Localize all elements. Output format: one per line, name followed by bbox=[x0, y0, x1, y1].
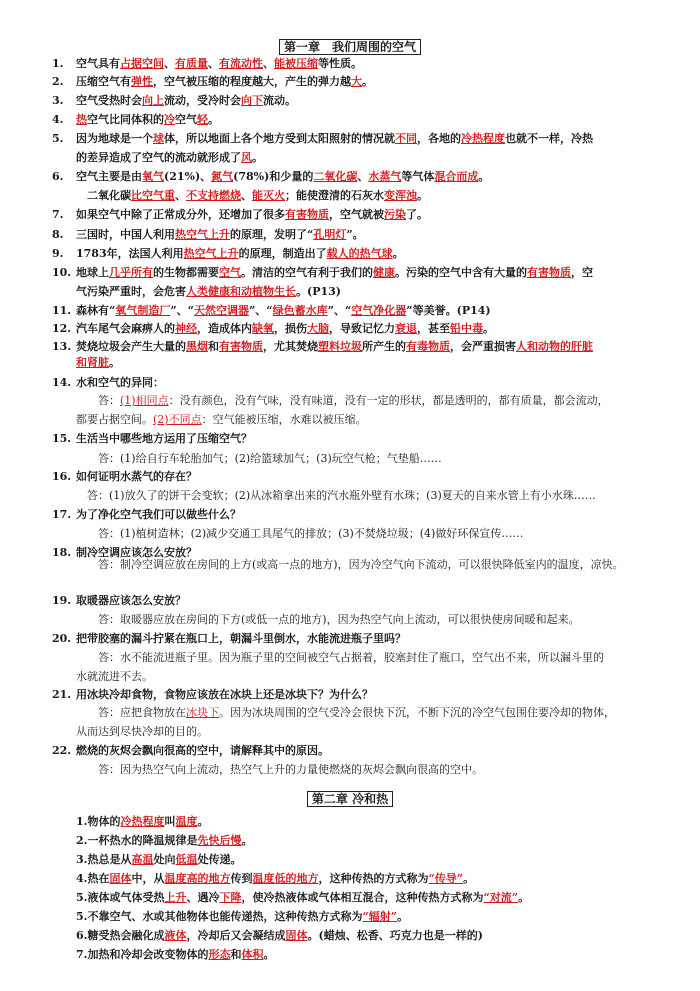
text-line bbox=[52, 725, 662, 739]
item-number: 16. bbox=[52, 470, 72, 483]
text-line bbox=[52, 113, 662, 127]
text-segment: 、 bbox=[164, 57, 175, 70]
text-line bbox=[52, 266, 662, 280]
highlighted-term: 热空气上升 bbox=[183, 247, 239, 260]
text-line bbox=[52, 763, 662, 777]
highlighted-term: 载人的热气球 bbox=[326, 247, 393, 260]
text-segment: 流动。 bbox=[263, 94, 296, 107]
text-line bbox=[52, 170, 662, 184]
text-line bbox=[52, 57, 662, 71]
text-segment: 体，所以地面上各个地方受到太阳照射的情况就 bbox=[164, 132, 395, 145]
text-segment: 如何证明水蒸气的存在？ bbox=[76, 470, 197, 483]
text-line bbox=[52, 356, 662, 370]
highlighted-term: 变浑浊 bbox=[384, 189, 417, 202]
highlighted-term: 健康 bbox=[373, 266, 395, 279]
text-segment: 水就流进不去。 bbox=[76, 670, 153, 683]
highlighted-term: 神经 bbox=[175, 322, 197, 335]
highlighted-term: 混合而成 bbox=[434, 170, 479, 183]
highlighted-term: 冷 bbox=[164, 113, 175, 126]
highlighted-term: 水蒸气 bbox=[368, 170, 402, 183]
highlighted-term: 热空气上升 bbox=[175, 228, 230, 241]
text-segment: 制冷空调应该怎么安放？ bbox=[76, 546, 197, 559]
text-segment: 3.热总是从 bbox=[76, 853, 132, 866]
text-segment: 1783年，法国人利用 bbox=[76, 247, 184, 260]
text-line bbox=[52, 910, 662, 924]
text-segment: 流动，受冷时会 bbox=[164, 94, 241, 107]
item-number: 6. bbox=[52, 170, 64, 183]
text-segment: 的差异造成了空气的流动就形成了 bbox=[76, 151, 241, 164]
text-segment: 水和空气的异同： bbox=[76, 376, 164, 389]
text-segment: 、 bbox=[208, 57, 219, 70]
highlighted-term: 温度高的地方 bbox=[164, 872, 231, 885]
text-segment: 。清洁的空气有利于我们的 bbox=[241, 266, 373, 279]
text-line bbox=[52, 632, 662, 646]
text-segment: 生活当中哪些地方运用了压缩空气？ bbox=[76, 432, 252, 445]
item-number: 20. bbox=[52, 632, 72, 645]
text-segment: ，使冷热液体或气体相互混合，这种传热方式称为 bbox=[241, 891, 484, 904]
chapter1-title: 第一章 我们周围的空气 bbox=[0, 38, 700, 55]
text-segment: 的原理，发明了“ bbox=[230, 228, 314, 241]
text-segment: 气污染严重时，会危害 bbox=[76, 285, 186, 298]
text-segment: 答：因为热空气向上流动，热空气上升的力量使燃烧的灰烬会飘向很高的空中。 bbox=[76, 763, 483, 776]
highlighted-term: 人和动物的肝脏 bbox=[516, 340, 593, 353]
text-line bbox=[52, 75, 662, 89]
highlighted-term: 上升 bbox=[164, 891, 187, 904]
text-line bbox=[52, 452, 662, 466]
text-segment: 叫 bbox=[164, 815, 176, 828]
highlighted-term: 不同 bbox=[395, 132, 417, 145]
highlighted-term: 先快后慢 bbox=[197, 834, 242, 847]
text-segment: 。 bbox=[463, 872, 475, 885]
highlighted-term: 能被压缩 bbox=[274, 57, 318, 70]
text-line bbox=[52, 189, 662, 203]
highlighted-term: 有害物质 bbox=[285, 208, 329, 221]
highlighted-term: 温度 bbox=[175, 815, 198, 828]
highlighted-term: 液体 bbox=[164, 929, 187, 942]
highlighted-term: 占据空间 bbox=[120, 57, 164, 70]
text-segment: 答：应把食物放在 bbox=[76, 706, 186, 719]
text-segment: 压缩空气有 bbox=[76, 75, 131, 88]
text-segment: 处向 bbox=[153, 853, 176, 866]
highlighted-term: 球 bbox=[153, 132, 164, 145]
text-segment: ，空 bbox=[571, 266, 593, 279]
highlighted-term: 氮气 bbox=[211, 170, 234, 183]
text-segment: ：空气能被压缩，水难以被压缩。 bbox=[201, 413, 367, 426]
text-segment: ，导致记忆力 bbox=[329, 322, 395, 335]
text-line bbox=[52, 489, 662, 503]
text-line bbox=[52, 688, 662, 702]
text-line bbox=[52, 706, 662, 720]
text-segment: 。 bbox=[197, 815, 209, 828]
text-segment: ，会严重损害 bbox=[450, 340, 516, 353]
text-line bbox=[52, 432, 662, 446]
text-line bbox=[52, 208, 662, 222]
highlighted-term: 有毒物质 bbox=[406, 340, 450, 353]
text-segment: 等气体 bbox=[401, 170, 435, 183]
text-segment: ”。 bbox=[346, 228, 364, 241]
highlighted-term: 热 bbox=[76, 113, 87, 126]
highlighted-term: 能灭火 bbox=[252, 189, 285, 202]
text-line bbox=[52, 228, 662, 242]
text-line bbox=[52, 413, 662, 427]
highlighted-term: 大脑 bbox=[307, 322, 329, 335]
highlighted-term: 冷热程度 bbox=[461, 132, 505, 145]
text-segment: ，尤其焚烧 bbox=[263, 340, 318, 353]
text-line bbox=[52, 322, 662, 336]
text-segment: ；能使澄清的石灰水 bbox=[285, 189, 384, 202]
highlighted-term: 下降 bbox=[219, 891, 242, 904]
text-segment: (21%)、 bbox=[164, 170, 212, 183]
text-segment: 把带胶塞的漏斗拧紧在瓶口上，朝漏斗里倒水，水能流进瓶子里吗？ bbox=[76, 632, 406, 645]
text-line bbox=[52, 853, 662, 867]
highlighted-term: 风 bbox=[241, 151, 252, 164]
text-segment: 。 bbox=[362, 75, 373, 88]
text-segment: 取暖器应该怎么安放？ bbox=[76, 594, 186, 607]
highlighted-term: 衰退 bbox=[395, 322, 417, 335]
highlighted-term: 形态 bbox=[208, 948, 231, 961]
text-segment: 、 bbox=[357, 170, 369, 183]
text-segment: ”、“ bbox=[327, 304, 352, 317]
text-segment: ，冷却后又会凝结成 bbox=[186, 929, 286, 942]
text-segment: ，造成体内 bbox=[197, 322, 252, 335]
highlighted-term: 孔明灯 bbox=[313, 228, 347, 241]
highlighted-term: 和肾脏 bbox=[76, 356, 109, 369]
text-line bbox=[52, 247, 662, 261]
highlighted-term: 向上 bbox=[142, 94, 164, 107]
text-line bbox=[52, 651, 662, 665]
text-segment: 、 bbox=[175, 189, 186, 202]
highlighted-term: 铅中毒 bbox=[450, 322, 483, 335]
highlighted-term: (2)不同点 bbox=[153, 413, 202, 426]
text-segment: 。(P13) bbox=[296, 285, 341, 298]
text-segment: 因为地球是一个 bbox=[76, 132, 153, 145]
text-segment: 为了净化空气我们可以做些什么？ bbox=[76, 508, 241, 521]
highlighted-term: 人类健康和动植物生长 bbox=[186, 285, 296, 298]
text-segment: 、 bbox=[241, 189, 252, 202]
text-segment: 答：制冷空调应放在房间的上方(或高一点的地方)，因为冷空气向下流动，可以很快降低室内的温度，凉快。 bbox=[76, 558, 624, 571]
text-line bbox=[52, 872, 662, 886]
text-segment: 答：取暖器应放在房间的下方(或低一点的地方)，因为热空气向上流动，可以很快使房间暖和起来。 bbox=[76, 613, 580, 626]
text-segment: 地球上 bbox=[76, 266, 109, 279]
highlighted-term: 冰块下 bbox=[186, 706, 219, 719]
highlighted-term: 污染 bbox=[384, 208, 406, 221]
text-line bbox=[52, 94, 662, 108]
highlighted-term: 二氧化碳 bbox=[313, 170, 358, 183]
item-number: 22. bbox=[52, 744, 72, 757]
text-segment: 。 bbox=[483, 322, 494, 335]
highlighted-term: 有害物质 bbox=[219, 340, 263, 353]
text-segment: 。 bbox=[397, 910, 409, 923]
text-segment: 都要占据空间。 bbox=[76, 413, 153, 426]
item-number: 8. bbox=[52, 228, 64, 241]
highlighted-term: 温度低的地方 bbox=[252, 872, 319, 885]
highlighted-term: 大 bbox=[351, 75, 362, 88]
text-segment: 5.液体或气体受热 bbox=[76, 891, 165, 904]
text-segment: 的原理，制造出了 bbox=[238, 247, 327, 260]
text-segment: ：没有颜色，没有气味，没有味道，没有一定的形状，都是透明的，都有质量，都会流动， bbox=[168, 394, 609, 407]
text-segment: 。 bbox=[208, 113, 219, 126]
text-segment: ，各地的 bbox=[417, 132, 461, 145]
text-segment: 答：水不能流进瓶子里。因为瓶子里的空间被空气占据着，胶塞封住了瓶口，空气出不来，所以漏斗里的 bbox=[76, 651, 604, 664]
highlighted-term: 不支持燃烧 bbox=[186, 189, 241, 202]
highlighted-term: 几乎所有 bbox=[109, 266, 153, 279]
text-segment: 。 bbox=[417, 189, 428, 202]
highlighted-term: “传导” bbox=[428, 872, 464, 885]
text-segment: 二氧化碳 bbox=[76, 189, 131, 202]
text-segment: 了。 bbox=[406, 208, 428, 221]
text-segment: 答： bbox=[76, 394, 120, 407]
text-segment: 。污染的空气中含有大量的 bbox=[395, 266, 527, 279]
text-segment: 答：(1)放久了的饼干会变软；(2)从冰箱拿出来的汽水瓶外壁有水珠；(3)夏天的自来水管上有小水珠…… bbox=[76, 489, 596, 502]
text-segment: 6.糖受热会融化成 bbox=[76, 929, 165, 942]
highlighted-term: 轻 bbox=[197, 113, 208, 126]
text-segment: 和 bbox=[230, 948, 242, 961]
text-line bbox=[52, 470, 662, 484]
text-segment: 空气比同体积的 bbox=[87, 113, 164, 126]
item-number: 17. bbox=[52, 508, 72, 521]
text-segment: (78%)和少量的 bbox=[233, 170, 314, 183]
text-segment: 。 bbox=[478, 170, 490, 183]
text-segment: 如果空气中除了正常成分外，还增加了很多 bbox=[76, 208, 285, 221]
text-line bbox=[52, 594, 662, 608]
text-segment: 空气具有 bbox=[76, 57, 120, 70]
text-segment: 三国时，中国人利用 bbox=[76, 228, 175, 241]
item-number: 9. bbox=[52, 247, 64, 260]
text-segment: 7.加热和冷却会改变物体的 bbox=[76, 948, 209, 961]
text-segment: 处传递。 bbox=[197, 853, 242, 866]
text-segment: 1.物体的 bbox=[76, 815, 121, 828]
text-segment: 空气受热时会 bbox=[76, 94, 142, 107]
item-number: 5. bbox=[52, 132, 64, 145]
text-segment: ，损伤 bbox=[274, 322, 307, 335]
highlighted-term: 天然空调器 bbox=[193, 304, 249, 317]
text-line bbox=[52, 834, 662, 848]
text-line bbox=[52, 744, 662, 758]
text-segment: 燃烧的灰烬会飘向很高的空中，请解释其中的原因。 bbox=[76, 744, 329, 757]
item-number: 2. bbox=[52, 75, 64, 88]
text-line bbox=[52, 815, 662, 829]
text-segment: 4.热在 bbox=[76, 872, 110, 885]
highlighted-term: 冷热程度 bbox=[120, 815, 165, 828]
highlighted-term: 向下 bbox=[241, 94, 263, 107]
highlighted-term: 绿色蓄水库 bbox=[272, 304, 328, 317]
highlighted-term: 固体 bbox=[109, 872, 132, 885]
text-line bbox=[52, 891, 662, 905]
highlighted-term: 氧气制造厂 bbox=[115, 304, 171, 317]
text-segment: ，空气被压缩的程度越大，产生的弹力越 bbox=[153, 75, 351, 88]
highlighted-term: 黑烟 bbox=[186, 340, 208, 353]
text-segment: 答：(1)给自行车轮胎加气；(2)给篮球加气；(3)玩空气枪；气垫船…… bbox=[76, 452, 442, 465]
text-segment: 2.一杯热水的降温规律是 bbox=[76, 834, 198, 847]
text-line bbox=[52, 558, 662, 572]
item-number: 19. bbox=[52, 594, 72, 607]
text-segment: 空气主要是由 bbox=[76, 170, 142, 183]
text-segment: 用冰块冷却食物，食物应该放在冰块上还是冰块下？为什么？ bbox=[76, 688, 373, 701]
text-segment: 。 bbox=[252, 151, 263, 164]
text-segment: 。 bbox=[263, 948, 275, 961]
text-segment: 。 bbox=[241, 834, 253, 847]
chapter2-title: 第二章 冷和热 bbox=[0, 790, 700, 807]
item-number: 10. bbox=[52, 266, 72, 279]
item-number: 12. bbox=[52, 322, 72, 335]
text-segment: 、 bbox=[263, 57, 274, 70]
text-line bbox=[52, 151, 662, 165]
item-number: 3. bbox=[52, 94, 64, 107]
text-segment: 。(蜡烛、松香、巧克力也是一样的) bbox=[307, 929, 483, 942]
item-number: 15. bbox=[52, 432, 72, 445]
highlighted-term: 缺氧 bbox=[252, 322, 274, 335]
text-line bbox=[52, 394, 662, 408]
highlighted-term: 弹性 bbox=[131, 75, 153, 88]
text-line bbox=[52, 304, 662, 318]
text-segment: 5.不靠空气、水或其他物体也能传递热，这种传热方式称为 bbox=[76, 910, 363, 923]
highlighted-term: 高温 bbox=[131, 853, 154, 866]
text-segment: 森林有“ bbox=[76, 304, 116, 317]
text-segment: 答：(1)植树造林；(2)减少交通工具尾气的排放；(3)不焚烧垃圾；(4)做好环保宣传…… bbox=[76, 527, 524, 540]
text-segment: 。因为冰块周围的空气受冷会很快下沉，不断下沉的冷空气包围住要冷却的物体， bbox=[219, 706, 615, 719]
text-segment: 。 bbox=[518, 891, 530, 904]
text-line bbox=[52, 670, 662, 684]
item-number: 21. bbox=[52, 688, 72, 701]
text-line bbox=[52, 948, 662, 962]
text-segment: 的生物都需要 bbox=[153, 266, 219, 279]
text-line bbox=[52, 527, 662, 541]
text-segment: ”、“ bbox=[170, 304, 194, 317]
text-segment: ，这种传热的方式称为 bbox=[318, 872, 429, 885]
text-segment: ，空气就被 bbox=[329, 208, 384, 221]
text-line bbox=[52, 340, 662, 354]
item-number: 13. bbox=[52, 340, 72, 353]
highlighted-term: 固体 bbox=[285, 929, 308, 942]
text-segment: 也就不一样，冷热 bbox=[505, 132, 593, 145]
item-number: 14. bbox=[52, 376, 72, 389]
text-segment: 。 bbox=[392, 247, 404, 260]
text-line bbox=[52, 132, 662, 146]
highlighted-term: “辐射” bbox=[362, 910, 398, 923]
text-segment: 等性质。 bbox=[318, 57, 362, 70]
highlighted-term: “对流” bbox=[483, 891, 519, 904]
highlighted-term: 有质量 bbox=[175, 57, 208, 70]
highlighted-term: (1)相同点 bbox=[120, 394, 169, 407]
highlighted-term: 空气净化器 bbox=[351, 304, 407, 317]
text-segment: 传到 bbox=[230, 872, 253, 885]
text-segment: ，甚至 bbox=[417, 322, 450, 335]
item-number: 18. bbox=[52, 546, 72, 559]
text-segment: 焚烧垃圾会产生大量的 bbox=[76, 340, 186, 353]
highlighted-term: 氧气 bbox=[142, 170, 164, 183]
item-number: 7. bbox=[52, 208, 64, 221]
item-number: 4. bbox=[52, 113, 64, 126]
text-segment: 汽车尾气会麻痹人的 bbox=[76, 322, 175, 335]
text-segment: ”、“ bbox=[248, 304, 273, 317]
text-line bbox=[52, 376, 662, 390]
highlighted-term: 低温 bbox=[175, 853, 198, 866]
text-segment: 和 bbox=[208, 340, 219, 353]
text-segment: 、遇冷 bbox=[186, 891, 220, 904]
text-segment: 中，从 bbox=[131, 872, 165, 885]
highlighted-term: 体积 bbox=[241, 948, 264, 961]
text-segment: ”等美誉。(P14) bbox=[406, 304, 491, 317]
highlighted-term: 比空气重 bbox=[131, 189, 175, 202]
highlighted-term: 空气 bbox=[219, 266, 241, 279]
highlighted-term: 有流动性 bbox=[219, 57, 263, 70]
item-number: 1. bbox=[52, 57, 64, 70]
text-line bbox=[52, 929, 662, 943]
text-segment: 空气 bbox=[175, 113, 197, 126]
text-line bbox=[52, 613, 662, 627]
highlighted-term: 有害物质 bbox=[527, 266, 571, 279]
item-number: 11. bbox=[52, 304, 72, 317]
text-segment: 。 bbox=[109, 356, 120, 369]
highlighted-term: 塑料垃圾 bbox=[318, 340, 362, 353]
text-line bbox=[52, 285, 662, 299]
text-segment: 从而达到尽快冷却的目的。 bbox=[76, 725, 208, 738]
text-line bbox=[52, 508, 662, 522]
text-segment: 所产生的 bbox=[362, 340, 406, 353]
